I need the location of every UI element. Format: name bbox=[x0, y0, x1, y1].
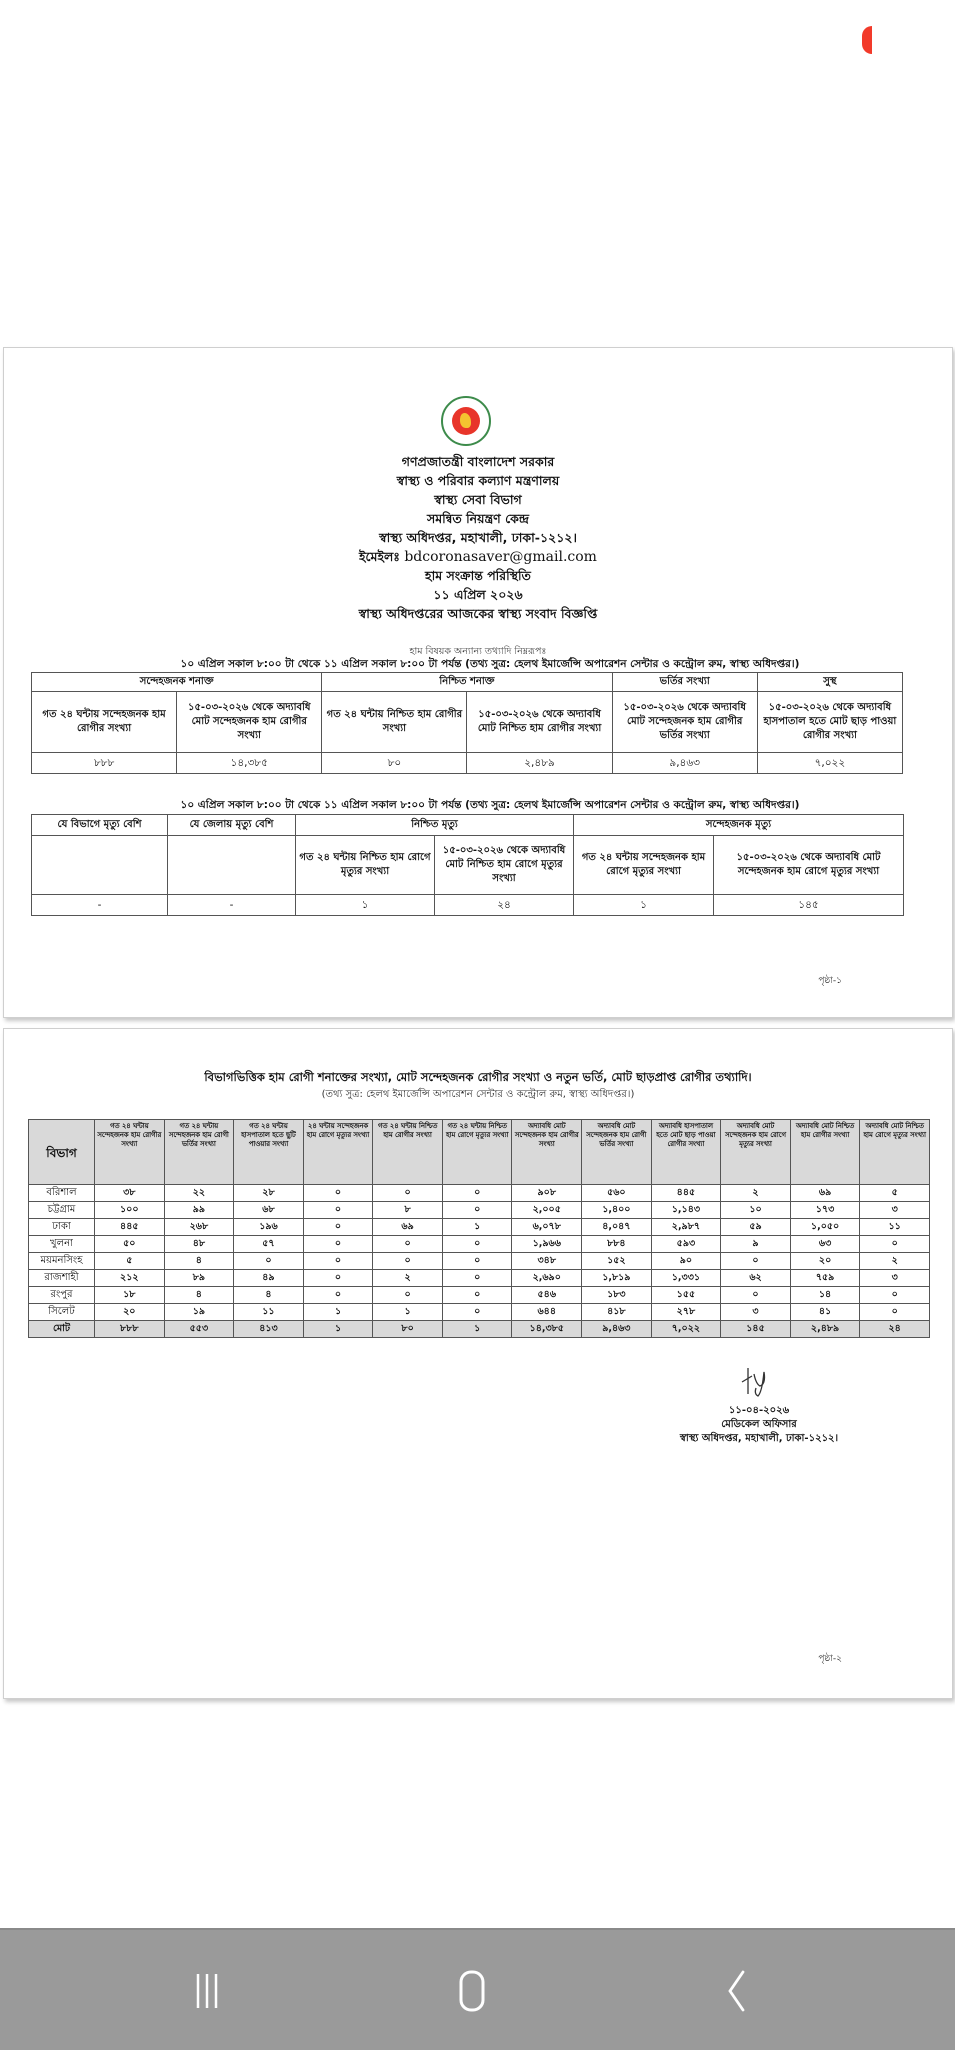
division-name: খুলনা bbox=[29, 1236, 95, 1253]
table-cell: ৫৭ bbox=[234, 1236, 304, 1253]
table-cell: ৬৩ bbox=[790, 1236, 860, 1253]
table-cell: ১১ bbox=[860, 1219, 930, 1236]
table-cell: ০ bbox=[303, 1253, 373, 1270]
table-cell: ৫০ bbox=[95, 1236, 165, 1253]
column-header: বিভাগ bbox=[29, 1120, 95, 1185]
table-cell: ১৭৩ bbox=[790, 1202, 860, 1219]
column-header: গত ২৪ ঘন্টায় নিশ্চিত হাম রোগীর সংখ্যা bbox=[322, 692, 467, 753]
home-icon bbox=[450, 1966, 510, 2016]
table-cell: ০ bbox=[442, 1287, 512, 1304]
table-cell: ১১ bbox=[234, 1304, 304, 1321]
data-source: (তথ্য সুত্র: হেলথ ইমার্জেন্সি অপারেশন সেন্টার ও কন্ট্রোল রুম, স্বাস্থ্য অধিদপ্তর।) bbox=[321, 1089, 635, 1100]
table-cell: ৪ bbox=[234, 1287, 304, 1304]
table-cell: ৭,০২২ bbox=[757, 753, 902, 774]
division-table-title: বিভাগভিত্তিক হাম রোগী শনাক্তের সংখ্যা, মোট সন্দেহজনক রোগীর সংখ্যা ও নতুন ভর্তি, মোট ছাড়প্রাপ্ত রোগীর তথ্যাদি। bbox=[204, 1070, 752, 1084]
letterhead bbox=[4, 452, 952, 623]
division-name: ময়মনসিংহ bbox=[29, 1253, 95, 1270]
table-cell: ৭,০২২ bbox=[651, 1321, 721, 1338]
column-header: অদ্যাবধি মোট নিশ্চিত হাম রোগে মৃত্যুর সংখ্যা bbox=[860, 1120, 930, 1185]
page-number: পৃষ্ঠা-১ bbox=[818, 976, 842, 986]
table-cell: ২১২ bbox=[95, 1270, 165, 1287]
header-line: স্বাস্থ্য অধিদপ্তর, মহাখালী, ঢাকা-১২১২। bbox=[379, 530, 577, 545]
table-cell: ৬২ bbox=[721, 1270, 791, 1287]
table-cell: ১,১৪৩ bbox=[651, 1202, 721, 1219]
table-cell: ২,৯৮৭ bbox=[651, 1219, 721, 1236]
column-header: ১৫-০৩-২০২৬ থেকে অদ্যাবধি মোট সন্দেহজনক হাম রোগীর ভর্তির সংখ্যা bbox=[612, 692, 757, 753]
table-cell: ১৮৩ bbox=[582, 1287, 652, 1304]
table-cell: ১৫২ bbox=[582, 1253, 652, 1270]
death-table bbox=[31, 814, 904, 916]
table-cell: ১ bbox=[574, 895, 714, 916]
table-cell: ২৪ bbox=[435, 895, 574, 916]
table-cell: ১৮ bbox=[95, 1287, 165, 1304]
table-cell: ৬৯ bbox=[790, 1185, 860, 1202]
table-cell: ০ bbox=[373, 1287, 443, 1304]
table-cell: ১০০ bbox=[95, 1202, 165, 1219]
subject: হাম সংক্রান্ত পরিস্থিতি bbox=[425, 568, 531, 583]
table-cell: ১,০৫০ bbox=[790, 1219, 860, 1236]
table-cell: ২,৪৮৯ bbox=[790, 1321, 860, 1338]
table-cell: ২ bbox=[721, 1185, 791, 1202]
table-cell: ১ bbox=[442, 1321, 512, 1338]
table-cell: ০ bbox=[303, 1236, 373, 1253]
column-header: ১৫-০৩-২০২৬ থেকে অদ্যাবধি মোট সন্দেহজনক হাম রোগে মৃত্যুর সংখ্যা bbox=[714, 836, 904, 895]
recents-icon bbox=[180, 1966, 240, 2016]
total-label: মোট bbox=[29, 1321, 95, 1338]
column-header: অদ্যাবধি মোট সন্দেহজনক হাম রোগী ভর্তির সংখ্যা bbox=[582, 1120, 652, 1185]
table-cell: ১,৯৬৬ bbox=[512, 1236, 582, 1253]
table-cell: - bbox=[32, 895, 168, 916]
header-line: স্বাস্থ্য সেবা বিভাগ bbox=[434, 492, 522, 507]
table-cell: ৩ bbox=[860, 1202, 930, 1219]
table-cell: ৬৪৪ bbox=[512, 1304, 582, 1321]
notification-indicator-icon bbox=[862, 26, 872, 54]
table-cell: ১৪ bbox=[790, 1287, 860, 1304]
table-cell: ১ bbox=[303, 1304, 373, 1321]
summary-table bbox=[31, 672, 903, 774]
home-button[interactable] bbox=[450, 1966, 510, 2016]
column-header: ১৫-০৩-২০২৬ থেকে অদ্যাবধি মোট নিশ্চিত হাম রোগীর সংখ্যা bbox=[467, 692, 612, 753]
empty-cell bbox=[32, 836, 168, 895]
table-cell: ৬৯ bbox=[373, 1219, 443, 1236]
signature-icon bbox=[736, 1364, 776, 1400]
table-cell: ১৪,৩৮৫ bbox=[512, 1321, 582, 1338]
column-header: ১৫-০৩-২০২৬ থেকে অদ্যাবধি মোট সন্দেহজনক হাম রোগীর সংখ্যা bbox=[177, 692, 322, 753]
table-cell: ৮০ bbox=[322, 753, 467, 774]
table-cell: ২,০০৫ bbox=[512, 1202, 582, 1219]
report-date: ১১ এপ্রিল ২০২৬ bbox=[433, 587, 523, 602]
table-cell: ০ bbox=[373, 1236, 443, 1253]
table-cell: ৪ bbox=[164, 1253, 234, 1270]
table-cell: ০ bbox=[442, 1270, 512, 1287]
table-cell: - bbox=[168, 895, 296, 916]
division-name: চট্টগ্রাম bbox=[29, 1202, 95, 1219]
column-header: অদ্যাবধি মোট সন্দেহজনক হাম রোগীর সংখ্যা bbox=[512, 1120, 582, 1185]
table-cell: ৩ bbox=[721, 1304, 791, 1321]
header-line: সমন্বিত নিয়ন্ত্রণ কেন্দ্র bbox=[426, 511, 530, 526]
table-cell: ৩৮ bbox=[95, 1185, 165, 1202]
table-cell: ২ bbox=[860, 1253, 930, 1270]
table-cell: ০ bbox=[442, 1185, 512, 1202]
table-cell: ১৫৫ bbox=[651, 1287, 721, 1304]
division-name: ঢাকা bbox=[29, 1219, 95, 1236]
table-cell: ১৪৫ bbox=[721, 1321, 791, 1338]
table-cell: ১৪,৩৮৫ bbox=[177, 753, 322, 774]
column-header: গত ২৪ ঘন্টায় নিশ্চিত হাম রোগে মৃত্যুর সংখ্যা bbox=[296, 836, 435, 895]
column-header: গত ২৪ ঘন্টায় সন্দেহজনক হাম রোগে মৃত্যুর সংখ্যা bbox=[574, 836, 714, 895]
table-cell: ৫৯ bbox=[721, 1219, 791, 1236]
table-cell: ৯,৪৬৩ bbox=[612, 753, 757, 774]
table-cell: ০ bbox=[860, 1287, 930, 1304]
table-cell: ৫ bbox=[95, 1253, 165, 1270]
table-cell: ৬৮ bbox=[234, 1202, 304, 1219]
column-header: গত ২৪ ঘন্টায় সন্দেহজনক হাম রোগী ভর্তির সংখ্যা bbox=[164, 1120, 234, 1185]
bulletin-title: স্বাস্থ্য অধিদপ্তরের আজকের স্বাস্থ্য সংবাদ বিজ্ঞপ্তি bbox=[358, 606, 598, 621]
table-cell: ২৪ bbox=[860, 1321, 930, 1338]
group-admission: ভর্তির সংখ্যা bbox=[612, 673, 757, 692]
table-cell: ২২ bbox=[164, 1185, 234, 1202]
table-row bbox=[29, 1270, 930, 1287]
column-header: অদ্যাবধি মোট নিশ্চিত হাম রোগীর সংখ্যা bbox=[790, 1120, 860, 1185]
header-line: স্বাস্থ্য ও পরিবার কল্যাণ মন্ত্রণালয় bbox=[396, 473, 560, 488]
table-cell: ৯০ bbox=[651, 1253, 721, 1270]
table-cell: ০ bbox=[860, 1236, 930, 1253]
document-page-1 bbox=[3, 347, 953, 1018]
table-cell: ৪১৮ bbox=[582, 1304, 652, 1321]
email-label: ইমেইলঃ bbox=[359, 549, 400, 564]
division-name: রাজশাহী bbox=[29, 1270, 95, 1287]
column-header: গত ২৪ ঘন্টায় সন্দেহজনক হাম রোগীর সংখ্যা bbox=[32, 692, 177, 753]
column-header: গত ২৪ ঘন্টায় হাসপাতাল হতে ছুটি পাওয়ার সংখ্যা bbox=[234, 1120, 304, 1185]
table-cell: ১ bbox=[296, 895, 435, 916]
table-cell: ৮০ bbox=[373, 1321, 443, 1338]
division-name: রংপুর bbox=[29, 1287, 95, 1304]
total-row bbox=[29, 1321, 930, 1338]
division-name: সিলেট bbox=[29, 1304, 95, 1321]
table-cell: ৪,০৪৭ bbox=[582, 1219, 652, 1236]
table-cell: ৪ bbox=[164, 1287, 234, 1304]
table-cell: ৫৯৩ bbox=[651, 1236, 721, 1253]
system-navigation-bar bbox=[0, 1928, 955, 2050]
table-cell: ৫৪৬ bbox=[512, 1287, 582, 1304]
column-header: অদ্যাবধি মোট সন্দেহজনক হাম রোগে মৃত্যুর সংখ্যা bbox=[721, 1120, 791, 1185]
division-table-header bbox=[29, 1120, 930, 1185]
division-table bbox=[28, 1119, 930, 1338]
table-cell: ২০ bbox=[95, 1304, 165, 1321]
group-confirmed: নিশ্চিত শনাক্ত bbox=[322, 673, 612, 692]
table-cell: ৭৫৯ bbox=[790, 1270, 860, 1287]
signature-date: ১১-০৪-২০২৬ bbox=[728, 1405, 790, 1416]
page-number: পৃষ্ঠা-২ bbox=[818, 1654, 842, 1664]
table-cell: ২৭৮ bbox=[651, 1304, 721, 1321]
column-header: গত ২৪ ঘন্টায় সন্দেহজনক হাম রোগীর সংখ্যা bbox=[95, 1120, 165, 1185]
column-header: ১৫-০৩-২০২৬ থেকে অদ্যাবধি মোট নিশ্চিত হাম রোগে মৃত্যুর সংখ্যা bbox=[435, 836, 574, 895]
table-row bbox=[29, 1287, 930, 1304]
government-emblem-icon bbox=[441, 396, 491, 446]
table-cell: ২,৬৯০ bbox=[512, 1270, 582, 1287]
table-cell: ০ bbox=[442, 1253, 512, 1270]
table-cell: ১ bbox=[303, 1321, 373, 1338]
table-cell: ২৮ bbox=[234, 1185, 304, 1202]
table-cell: ২৬৮ bbox=[164, 1219, 234, 1236]
table-row bbox=[29, 1253, 930, 1270]
column-header: ২৪ ঘন্টায় সন্দেহজনক হাম রোগে মৃত্যুর সংখ্যা bbox=[303, 1120, 373, 1185]
table-cell: ০ bbox=[303, 1202, 373, 1219]
table-cell: ১ bbox=[442, 1219, 512, 1236]
table-cell: ৮৮৪ bbox=[582, 1236, 652, 1253]
table-cell: ১ bbox=[373, 1304, 443, 1321]
division-name: বরিশাল bbox=[29, 1185, 95, 1202]
table-cell: ০ bbox=[373, 1253, 443, 1270]
table-row bbox=[29, 1219, 930, 1236]
table-cell: ৩৪৮ bbox=[512, 1253, 582, 1270]
table-cell: ০ bbox=[721, 1287, 791, 1304]
table-cell: ১৪৫ bbox=[714, 895, 904, 916]
column-header: ১৫-০৩-২০২৬ থেকে অদ্যাবধি হাসপাতাল হতে মোট ছাড় পাওয়া রোগীর সংখ্যা bbox=[757, 692, 902, 753]
table-cell: ২,৪৮৯ bbox=[467, 753, 612, 774]
column-header: যে বিভাগে মৃত্যু বেশি bbox=[32, 815, 168, 836]
table-cell: ৫৬০ bbox=[582, 1185, 652, 1202]
back-button[interactable] bbox=[715, 1966, 775, 2016]
table-cell: ৯ bbox=[721, 1236, 791, 1253]
table-cell: ০ bbox=[303, 1270, 373, 1287]
table-cell: ০ bbox=[721, 1253, 791, 1270]
reporting-period: ১০ এপ্রিল সকাল ৮:০০ টা থেকে ১১ এপ্রিল সকাল ৮:০০ টা পর্যন্ত (তথ্য সুত্র: হেলথ ইমার্জেন্সি অপারেশন সেন্টার ও কন্ট্রোল রুম, স্বাস্থ্য অধিদপ্তর।) bbox=[180, 658, 800, 670]
table-cell: ৮৯ bbox=[164, 1270, 234, 1287]
table-cell: ১৯৬ bbox=[234, 1219, 304, 1236]
table-cell: ২০ bbox=[790, 1253, 860, 1270]
recents-button[interactable] bbox=[180, 1966, 240, 2016]
table-cell: ১,৪০০ bbox=[582, 1202, 652, 1219]
header-line: গণপ্রজাতন্ত্রী বাংলাদেশ সরকার bbox=[401, 454, 555, 469]
table-row bbox=[29, 1202, 930, 1219]
signature-office: স্বাস্থ্য অধিদপ্তর, মহাখালী, ঢাকা-১২১২। bbox=[679, 1433, 839, 1444]
table-cell: ৩ bbox=[860, 1270, 930, 1287]
table-cell: ৯০৮ bbox=[512, 1185, 582, 1202]
column-header: যে জেলায় মৃত্যু বেশি bbox=[168, 815, 296, 836]
group-suspected: সন্দেহজনক শনাক্ত bbox=[32, 673, 322, 692]
table-cell: ৪৪৫ bbox=[651, 1185, 721, 1202]
reporting-period-deaths: ১০ এপ্রিল সকাল ৮:০০ টা থেকে ১১ এপ্রিল সকাল ৮:০০ টা পর্যন্ত (তথ্য সুত্র: হেলথ ইমার্জেন্সি অপারেশন সেন্টার ও কন্ট্রোল রুম, স্বাস্থ্য অধিদপ্তর।) bbox=[180, 799, 800, 811]
empty-cell bbox=[168, 836, 296, 895]
table-cell: ৪৪৫ bbox=[95, 1219, 165, 1236]
table-cell: ০ bbox=[860, 1304, 930, 1321]
table-row bbox=[29, 1236, 930, 1253]
table-cell: ৮৮৮ bbox=[95, 1321, 165, 1338]
table-cell: ৬,০৭৮ bbox=[512, 1219, 582, 1236]
table-cell: ০ bbox=[234, 1253, 304, 1270]
group-confirmed-deaths: নিশ্চিত মৃত্যু bbox=[296, 815, 574, 836]
table-cell: ১০ bbox=[721, 1202, 791, 1219]
column-header: গত ২৪ ঘন্টায় নিশ্চিত হাম রোগে মৃত্যুর সংখ্যা bbox=[442, 1120, 512, 1185]
table-cell: ৫৫৩ bbox=[164, 1321, 234, 1338]
column-header: গত ২৪ ঘন্টায় নিশ্চিত হাম রোগীর সংখ্যা bbox=[373, 1120, 443, 1185]
table-cell: ৫ bbox=[860, 1185, 930, 1202]
group-recovered: সুস্থ bbox=[757, 673, 902, 692]
back-icon bbox=[715, 1966, 775, 2016]
table-cell: ৪৯ bbox=[234, 1270, 304, 1287]
table-row bbox=[29, 1185, 930, 1202]
table-cell: ০ bbox=[442, 1304, 512, 1321]
table-cell: ৪৮ bbox=[164, 1236, 234, 1253]
table-cell: ৯৯ bbox=[164, 1202, 234, 1219]
table-cell: ০ bbox=[373, 1185, 443, 1202]
table-cell: ০ bbox=[442, 1236, 512, 1253]
table-cell: ১,৩৩১ bbox=[651, 1270, 721, 1287]
email-line bbox=[4, 547, 952, 566]
table-cell: ৮৮৮ bbox=[32, 753, 177, 774]
table-cell: ৯,৪৬৩ bbox=[582, 1321, 652, 1338]
table-cell: ১,৮১৯ bbox=[582, 1270, 652, 1287]
table-cell: ১৯ bbox=[164, 1304, 234, 1321]
subnote: হাম বিষয়ক অন্যান্য তথ্যাদি নিম্নরূপঃ bbox=[409, 646, 547, 657]
table-cell: ০ bbox=[303, 1185, 373, 1202]
table-cell: ৮ bbox=[373, 1202, 443, 1219]
email-link[interactable]: bdcoronasaver@gmail.com bbox=[404, 549, 597, 565]
table-cell: ০ bbox=[303, 1287, 373, 1304]
table-cell: ০ bbox=[442, 1202, 512, 1219]
column-header: অদ্যাবধি হাসপাতাল হতে মোট ছাড় পাওয়া রোগীর সংখ্যা bbox=[651, 1120, 721, 1185]
document-page-2 bbox=[3, 1028, 953, 1699]
table-row bbox=[29, 1304, 930, 1321]
group-suspected-deaths: সন্দেহজনক মৃত্যু bbox=[574, 815, 904, 836]
table-cell: ২ bbox=[373, 1270, 443, 1287]
table-cell: ০ bbox=[303, 1219, 373, 1236]
table-cell: ৪১ bbox=[790, 1304, 860, 1321]
signature-designation: মেডিকেল অফিসার bbox=[721, 1419, 797, 1430]
table-cell: ৪১৩ bbox=[234, 1321, 304, 1338]
